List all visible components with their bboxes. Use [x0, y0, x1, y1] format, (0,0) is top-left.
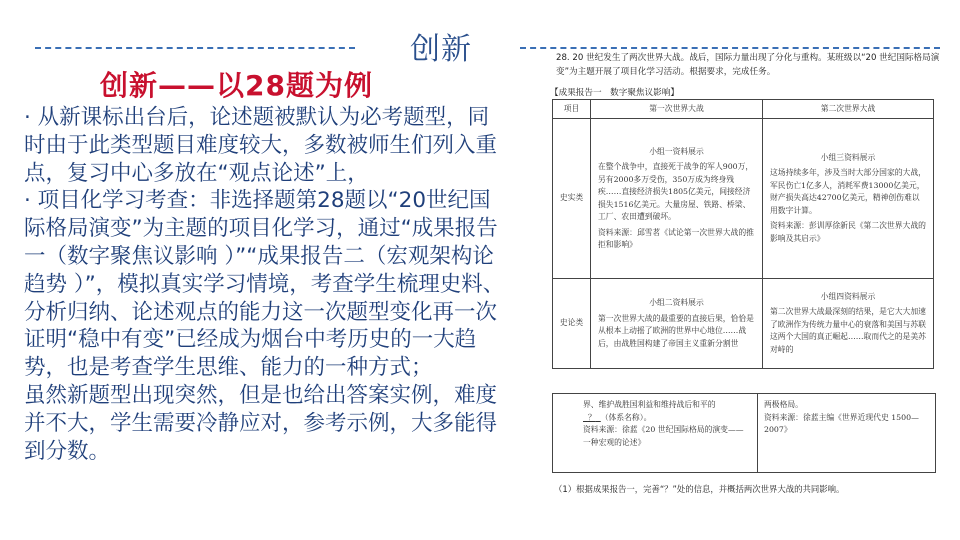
cell-body: 这场持续多年，涉及当时大部分国家的大战，军民伤亡1亿多人，消耗军费13000亿美元，财产损失高达42700亿美元，精神创伤难以用数字计算。 [770, 168, 926, 215]
table-cell [763, 279, 934, 369]
table-cell [763, 119, 934, 279]
continuation-line: （体系名称）。 [600, 412, 652, 422]
paragraph-3: 虽然新题型出现突然，但是也给出答案实例，难度并不大，学生需要冷静应对，参考示例，大多能得到分数。 [24, 382, 498, 464]
continuation-line: 资料来源：徐蓝《20 世纪国际格局的演变——一种宏观的论述》 [583, 425, 744, 447]
cell-body: 第二次世界大战最深刻的结果，是它大大加速了欧洲作为传统力量中心的衰落和美国与苏联这两个大国的真正崛起……取而代之的是美苏对峙的 [770, 307, 926, 354]
table-cell [591, 279, 763, 369]
report-title: 【成果报告一 数字聚焦议影响】 [550, 88, 679, 98]
header-title: 创新 [410, 32, 472, 67]
cell-title: 小组二资料展示 [649, 298, 704, 307]
cell-body: 第一次世界大战的最重要的直接后果，恰恰是从根本上动摇了欧洲的世界中心地位……战后，由战胜国构建了帝国主义重新分割世 [598, 313, 754, 348]
answer-blank: ？ [587, 412, 596, 422]
cell-title: 小组四资料展示 [820, 291, 876, 301]
table-row [553, 119, 934, 279]
row-label: 史实类 [553, 119, 591, 279]
continuation-line: 资料来源：徐蓝主编《世界近现代史 1500—2007》 [764, 412, 919, 434]
question-1: （1）根据成果报告一，完善“？”处的信息，并概括两次世界大战的共同影响。 [554, 484, 845, 494]
continuation-blank-line [583, 412, 751, 425]
header-divider-right [520, 47, 940, 49]
table-continuation [552, 393, 936, 473]
question-intro: 28. 20 世纪发生了两次世界大战。战后，国际力量出现了分化与重构。某班级以“20 世纪国际格局演变”为主题开展了项目化学习活动。根据要求，完成任务。 [556, 53, 940, 77]
continuation-line: 两极格局。 [764, 400, 803, 409]
table-header-row [553, 100, 934, 119]
cell-source: 资料来源：邱雪茗《试论第一次世界大战的推拒和影响》 [598, 227, 754, 249]
table-header-cell: 项目 [553, 100, 591, 119]
cell-body: 在整个战争中，直接死于战争的军人900万，另有2000多万受伤，350万成为终身残疾……直接经济损失1805亿美元，间接经济损失1516亿美元。大量房屋、铁路、桥梁、工厂、农田遭到破坏。 [598, 162, 754, 221]
paragraph-2: · 项目化学习考查：非选择题第28题以“20世纪国际格局演变”为主题的项目化学习，通过“成果报告一（数字聚焦议影响 ）”“成果报告二（宏观架构论趋势 ）”，模拟真实学习情境，考查学生梳理史料、分析归纳、论述观点的能力这一次题型变化再一次证明“稳中有变”已经成为烟台中考历史的一大趋势，也是考查学生思维、能力的一种方式； [24, 188, 505, 381]
table-header-cell: 第一次世界大战 [591, 100, 763, 119]
slide-title: 创新——以28题为例 [100, 69, 373, 102]
cell-source: 资料来源：彭训厚徐新民《第二次世界大战的影响及其启示》 [770, 221, 926, 243]
paragraph-1: · 从新课标出台后，论述题被默认为必考题型，同时由于此类型题目难度较大，多数被师生们列入重点，复习中心多放在“观点论述”上， [24, 105, 498, 186]
table-cell [591, 119, 763, 279]
continuation-right [758, 394, 935, 472]
exam-question-image [544, 51, 944, 501]
cell-title: 小组三资料展示 [820, 152, 876, 162]
continuation-left [553, 394, 758, 472]
report-table [552, 99, 934, 369]
table-row [553, 279, 934, 369]
header-divider-left [35, 47, 355, 49]
cell-title: 小组一资料展示 [649, 146, 704, 156]
continuation-line: 界、维护战胜国利益和维持战后和平的 [583, 400, 716, 409]
body-text [24, 104, 510, 465]
row-label: 史论类 [553, 279, 591, 369]
table-header-cell: 第二次世界大战 [763, 100, 934, 119]
